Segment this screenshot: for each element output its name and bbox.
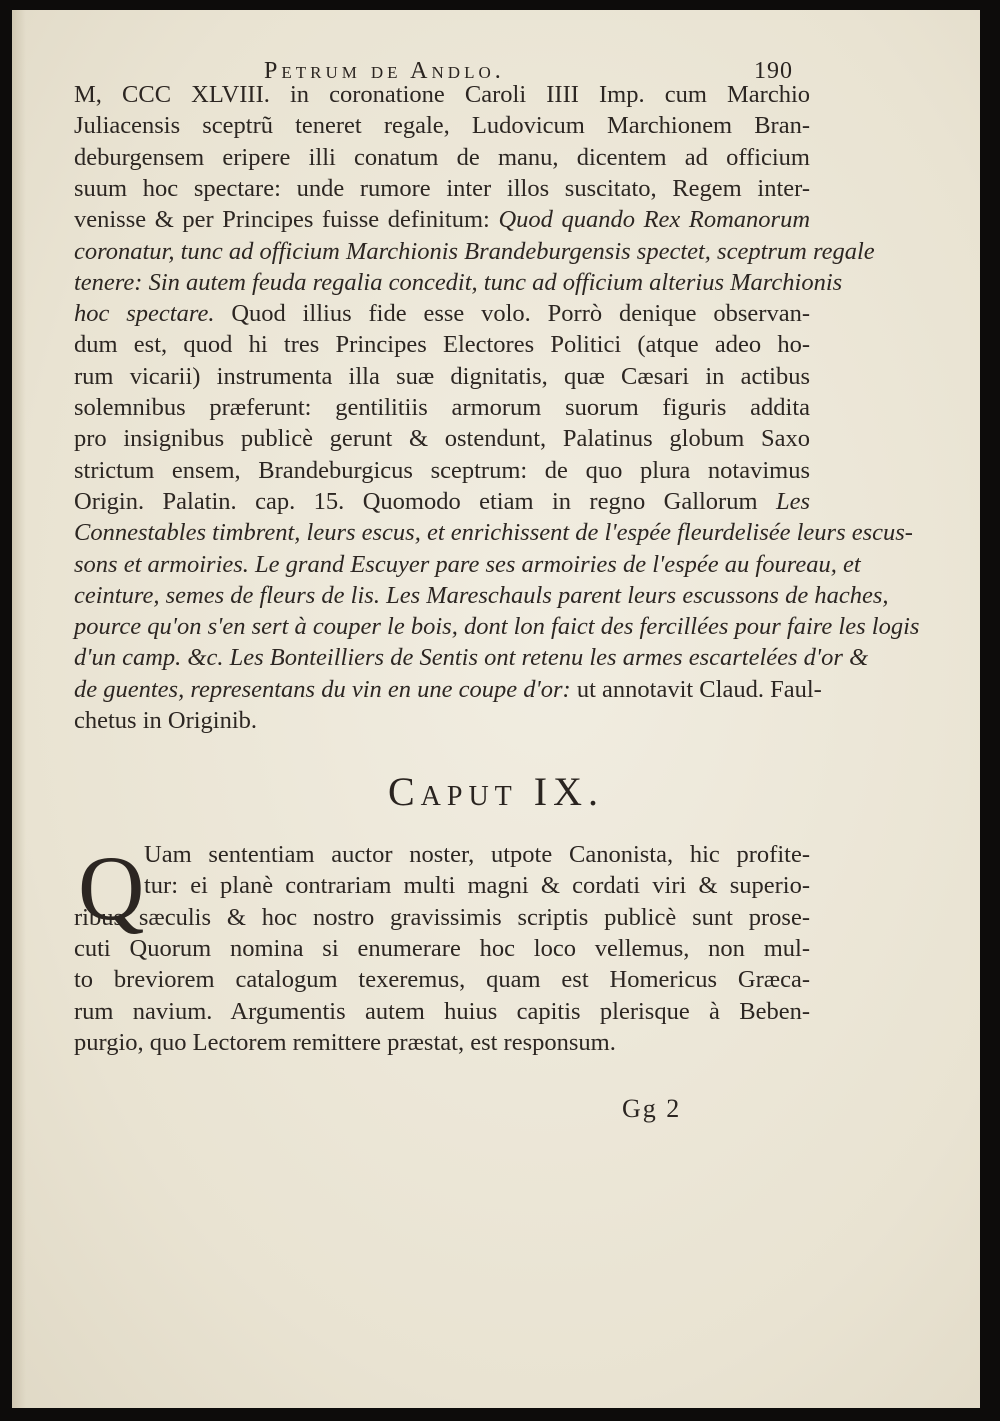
italic-text-segment: sons et armoiries. Le grand Escuyer pare ses armoiries de l'espée au foureau, et	[74, 550, 861, 578]
text-segment: cuti Quorum nomina si enumerare hoc loco vellemus, non mul-	[74, 934, 810, 962]
italic-text-segment: pource qu'on s'en sert à couper le bois, dont lon faict des fercillées pour faire les logis	[74, 613, 920, 641]
text-segment: deburgensem eripere illi conatum de manu, dicentem ad officium	[74, 143, 810, 171]
text-line	[74, 391, 810, 425]
text-line	[74, 548, 861, 582]
text-segment: to breviorem catalogum texeremus, quam est Homericus Græca-	[74, 966, 810, 994]
chapter-text-line	[144, 869, 810, 903]
drop-capital: Q	[78, 837, 145, 939]
text-segment: pro insignibus publicè gerunt & ostendunt, Palatinus globum Saxo	[74, 425, 810, 453]
text-line	[74, 485, 810, 519]
italic-text-segment: ceinture, semes de fleurs de lis. Les Mareschauls parent leurs escussons de haches,	[74, 581, 889, 609]
italic-text-segment: d'un camp. &c. Les Bonteilliers de Sentis ont retenu les armes escartelées d'or &	[74, 644, 869, 672]
italic-text-segment: hoc spectare.	[74, 300, 215, 328]
text-line	[74, 297, 810, 331]
chapter-text-line	[74, 901, 810, 935]
text-segment: solemnibus præferunt: gentilitiis armorum suorum figuris addita	[74, 394, 810, 421]
italic-text-segment: Les	[775, 487, 810, 515]
chapter-text-line	[74, 995, 810, 1029]
text-line	[74, 203, 810, 237]
italic-text-segment: Quod quando Rex Romanorum	[498, 206, 811, 234]
chapter-text-line	[74, 963, 810, 997]
text-segment: Uam sententiam auctor noster, utpote Canonista, hic profite-	[144, 841, 810, 868]
running-title: Petrum de Andlo.	[264, 58, 505, 84]
page-gutter-shadow	[12, 10, 26, 1408]
text-segment: Quod illius fide esse volo. Porrò denique observan-	[214, 300, 810, 328]
text-line	[74, 109, 810, 143]
text-segment: Origin. Palatin. cap. 15. Quomodo etiam in regno Gallorum	[74, 487, 776, 515]
chapter-text-line	[74, 932, 810, 966]
page-number: 190	[754, 58, 793, 84]
text-line	[74, 360, 810, 394]
chapter-text-line	[74, 1026, 810, 1060]
text-line	[74, 454, 810, 488]
text-segment: dum est, quod hi tres Principes Electores Politici (atque adeo ho-	[74, 331, 810, 359]
text-line	[74, 579, 889, 613]
italic-text-segment: Connestables timbrent, leurs escus, et enrichissent de l'espée fleurdelisée leurs escus-	[74, 519, 913, 547]
signature-mark: Gg 2	[622, 1094, 682, 1123]
text-segment: purgio, quo Lectorem remittere præstat, est responsum.	[74, 1028, 616, 1056]
text-line	[74, 673, 822, 707]
text-segment: venisse & per Principes fuisse definitum:	[74, 206, 499, 234]
text-line	[74, 610, 920, 644]
text-segment: suum hoc spectare: unde rumore inter illos suscitato, Regem inter-	[74, 174, 810, 202]
text-line	[74, 235, 875, 269]
italic-text-segment: tenere: Sin autem feuda regalia concedit, tunc ad officium alterius Marchionis	[74, 268, 843, 296]
text-segment: Juliacensis sceptrũ teneret regale, Ludovicum Marchionem Bran-	[74, 112, 810, 140]
text-line	[74, 266, 843, 300]
text-line	[74, 78, 810, 112]
text-segment: ut annotavit Claud. Faul-	[576, 675, 822, 703]
text-line	[74, 704, 810, 738]
text-line	[74, 422, 810, 456]
text-segment: strictum ensem, Brandeburgicus sceptrum: de quo plura notavimus	[74, 456, 810, 484]
text-line	[74, 172, 810, 206]
book-page	[12, 10, 980, 1408]
text-segment: ribus sæculis & hoc nostro gravissimis scriptis publicè sunt prose-	[74, 903, 810, 931]
text-segment: M, CCC XLVIII. in coronatione Caroli IIII Imp. cum Marchio	[74, 81, 810, 108]
text-line	[74, 641, 869, 675]
text-line	[74, 328, 810, 362]
italic-text-segment: coronatur, tunc ad officium Marchionis Brandeburgensis spectet, sceptrum regale	[74, 237, 875, 265]
chapter-text-line	[144, 838, 810, 872]
text-segment: tur: ei planè contrariam multi magni & cordati viri & superio-	[144, 872, 810, 900]
text-segment: chetus in Originib.	[74, 707, 258, 734]
chapter-heading: Caput IX.	[387, 769, 604, 814]
text-line	[74, 141, 810, 175]
text-line	[74, 516, 913, 550]
text-segment: rum vicarii) instrumenta illa suæ dignitatis, quæ Cæsari in actibus	[74, 362, 810, 390]
text-segment: rum navium. Argumentis autem huius capitis plerisque à Beben-	[74, 997, 810, 1025]
italic-text-segment: de guentes, representans du vin en une coupe d'or:	[74, 675, 577, 703]
